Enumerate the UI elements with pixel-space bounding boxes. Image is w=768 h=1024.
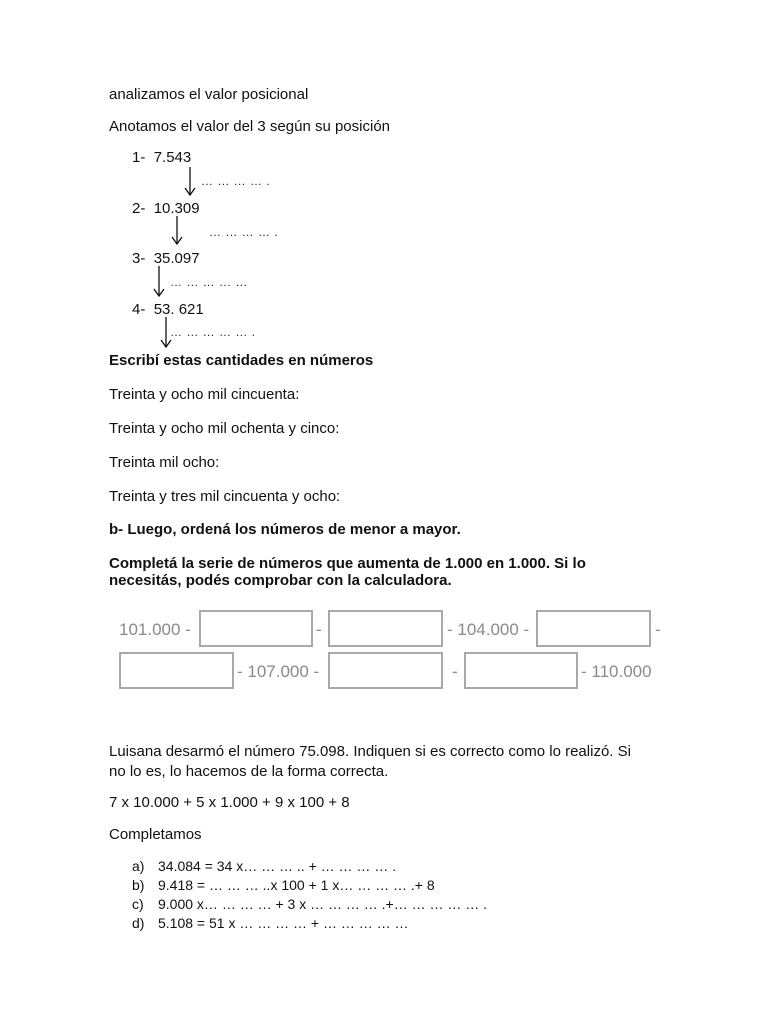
item-number: 7.543 — [153, 149, 192, 166]
answer-blank-1: … … … … . — [201, 174, 271, 188]
series-blank-box[interactable] — [328, 610, 443, 647]
item-text: 9.000 x… … … … + 3 x … … … … .+… … … … … . — [158, 896, 488, 912]
series-blank-box[interactable] — [536, 610, 651, 647]
item-text: 5.108 = 51 x … … … … + … … … … … — [158, 915, 409, 931]
series-heading-line1: Completá la serie de números que aumenta de 1.000 en 1.000. Si lo — [109, 555, 586, 572]
position-item-2 — [132, 200, 200, 218]
number-series-panel — [110, 604, 660, 694]
series-blank-box[interactable] — [328, 652, 443, 689]
page-title: analizamos el valor posicional — [109, 86, 309, 103]
item-label: 1- — [132, 149, 146, 166]
series-blank-box[interactable] — [119, 652, 234, 689]
answer-blank-4: … … … … … . — [170, 325, 256, 339]
item-label: c) — [132, 896, 144, 912]
section-heading-complete: Completamos — [109, 826, 202, 843]
answer-blank-3: … … … … … — [170, 275, 248, 289]
arrow-down-icon — [183, 167, 197, 197]
series-text: - 107.000 - — [237, 662, 320, 681]
position-item-1 — [132, 149, 191, 167]
complete-item-c — [132, 896, 487, 912]
item-number: 10.309 — [153, 200, 200, 217]
series-blank-box[interactable] — [464, 652, 578, 689]
write-item-3: Treinta mil ocho: — [109, 454, 220, 471]
series-heading-line2: necesitás, podés comprobar con la calculadora. — [109, 572, 452, 589]
series-text: - 104.000 - — [447, 620, 530, 639]
item-label: 3- — [132, 250, 146, 267]
luisana-line2: no lo es, lo hacemos de la forma correcta. — [109, 763, 389, 780]
series-text: - — [316, 620, 322, 639]
item-label: b) — [132, 877, 145, 893]
section-heading-write: Escribí estas cantidades en números — [109, 352, 374, 369]
item-label: d) — [132, 915, 145, 931]
series-text: 101.000 - — [119, 620, 191, 639]
series-text: - — [655, 620, 661, 639]
arrow-down-icon — [152, 266, 166, 298]
decomposition-text: 7 x 10.000 + 5 x 1.000 + 9 x 100 + 8 — [109, 794, 350, 811]
complete-item-b — [132, 877, 435, 893]
item-label: 4- — [132, 301, 146, 318]
series-text: - 110.000 — [581, 662, 652, 681]
write-item-4: Treinta y tres mil cincuenta y ocho: — [109, 488, 341, 505]
item-label: a) — [132, 858, 145, 874]
instruction-text: Anotamos el valor del 3 según su posición — [109, 118, 391, 135]
complete-item-d — [132, 915, 409, 931]
write-item-2: Treinta y ocho mil ochenta y cinco: — [109, 420, 340, 437]
item-number: 53. 621 — [153, 301, 204, 318]
answer-blank-2: … … … … . — [209, 225, 279, 239]
series-blank-box[interactable] — [199, 610, 313, 647]
complete-item-a — [132, 858, 396, 874]
series-text: - — [452, 662, 458, 681]
write-item-1: Treinta y ocho mil cincuenta: — [109, 386, 300, 403]
item-number: 35.097 — [153, 250, 200, 267]
item-text: 34.084 = 34 x… … … .. + … … … … . — [158, 858, 397, 874]
item-text: 9.418 = … … … ..x 100 + 1 x… … … … .+ 8 — [158, 877, 435, 893]
order-instruction: b- Luego, ordená los números de menor a mayor. — [109, 521, 461, 538]
arrow-down-icon — [170, 216, 184, 246]
item-label: 2- — [132, 200, 146, 217]
luisana-line1: Luisana desarmó el número 75.098. Indiquen si es correcto como lo realizó. Si — [109, 743, 631, 760]
